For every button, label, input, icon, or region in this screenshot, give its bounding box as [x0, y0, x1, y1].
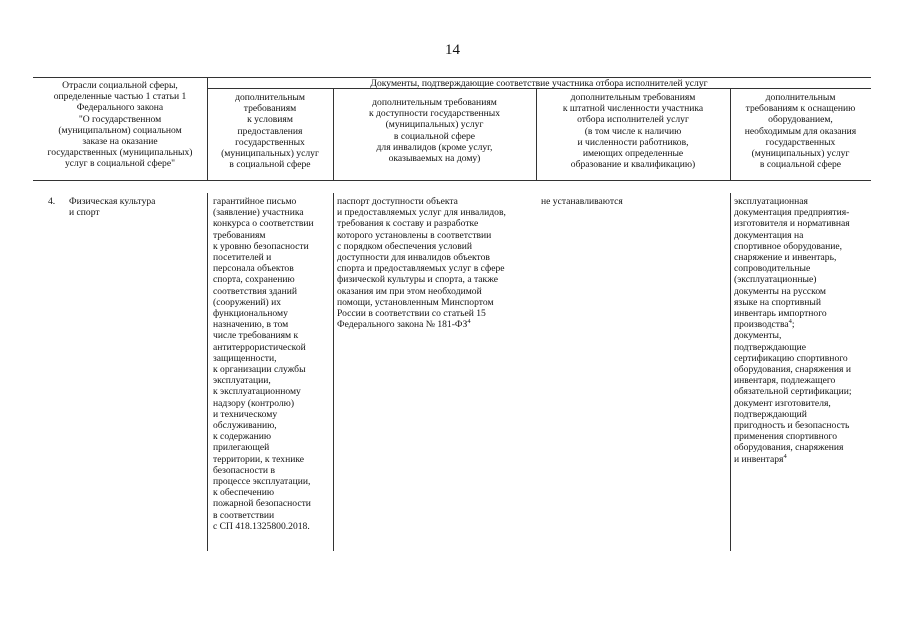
row-accessibility: паспорт доступности объекта и предоставляемых услуг для инвалидов, требования к составу и разработке которого установлены в соответствии с порядком обеспечения условий доступности для инвалидов объектов спорта и предоставляемых услуг в сфере физической культуры и спорта, а также оказания им при этом необходимой помощи, установленным Минспортом России в соответствии со статьей 15 Федерального закона № $181-ФЗ^4$	[337, 196, 506, 331]
header-staff-cell: дополнительным требованиям к штатной численности участника отбора исполнителей услуг (в том числе к наличию и численности работников, имеющих определенные образование и квалификацию)	[562, 92, 704, 171]
header-group-title: Документы, подтверждающие соответствие участника отбора исполнителей услуг	[370, 78, 708, 89]
row-staff: не устанавливаются	[541, 196, 623, 207]
header-sector-cell: Отрасли социальной сферы, определенные частью 1 статьи 1 Федерального закона "О государственном (муниципальном) социальном заказе на оказание государственных (муниципальных) услуг в социальной сфере"	[47, 80, 193, 170]
row-number: 4.	[48, 196, 56, 207]
header-conditions-cell: дополнительным требованиям к условиям предоставления государственных (муниципальных) услуг в социальной сфере	[221, 92, 319, 171]
footnote-ref: 4	[788, 318, 792, 326]
footnote-ref: 4	[783, 452, 787, 460]
header-equipment-cell: дополнительным требованиям к оснащению оборудованием, необходимым для оказания государственных (муниципальных) услуг в социальной сфере	[744, 92, 857, 171]
header-bottom-rule	[33, 180, 871, 181]
body-divider-2	[333, 193, 334, 551]
header-accessibility-cell: дополнительным требованиям к доступности государственных (муниципальных) услуг в социальной сфере для инвалидов (кроме услуг, оказываемых на дому)	[368, 97, 501, 165]
page-number: 14	[445, 42, 460, 58]
body-divider-4	[730, 193, 731, 551]
body-divider-1	[207, 193, 208, 551]
footnote-ref: 4	[467, 318, 471, 326]
row-equipment: эксплуатационная документация предприятия- изготовителя и нормативная документация на спортивное оборудование, снаряжение и инвентарь, сопроводительные (эксплуатационные) документы на русском языке на спортивный инвентарь импортного производства$^4$; документы, подтверждающие сертификацию спортивного оборудования, снаряжения и инвентаря, подлежащего обязательной сертификации; документ изготовителя, подтверждающий пригодность и безопасность применения спортивного оборудования, снаряжения и инвентаря$^4$	[734, 196, 852, 465]
row-conditions: гарантийное письмо (заявление) участника конкурса о соответствии требованиям к уровню безопасности посетителей и персонала объектов спорта, сохранению соответствия зданий (сооружений) их функциональному назначению, в том числе требованиям к антитеррористической защищенности, к организации службы эксплуатации, к эксплуатационному надзору (контролю) и техническому обслуживанию, к содержанию прилегающей территории, к технике безопасности в процессе эксплуатации, к обеспечению пожарной безопасности в соответствии с СП 418.1325800.2018.	[213, 196, 314, 532]
row-sector: Физическая культура и спорт	[69, 196, 156, 219]
